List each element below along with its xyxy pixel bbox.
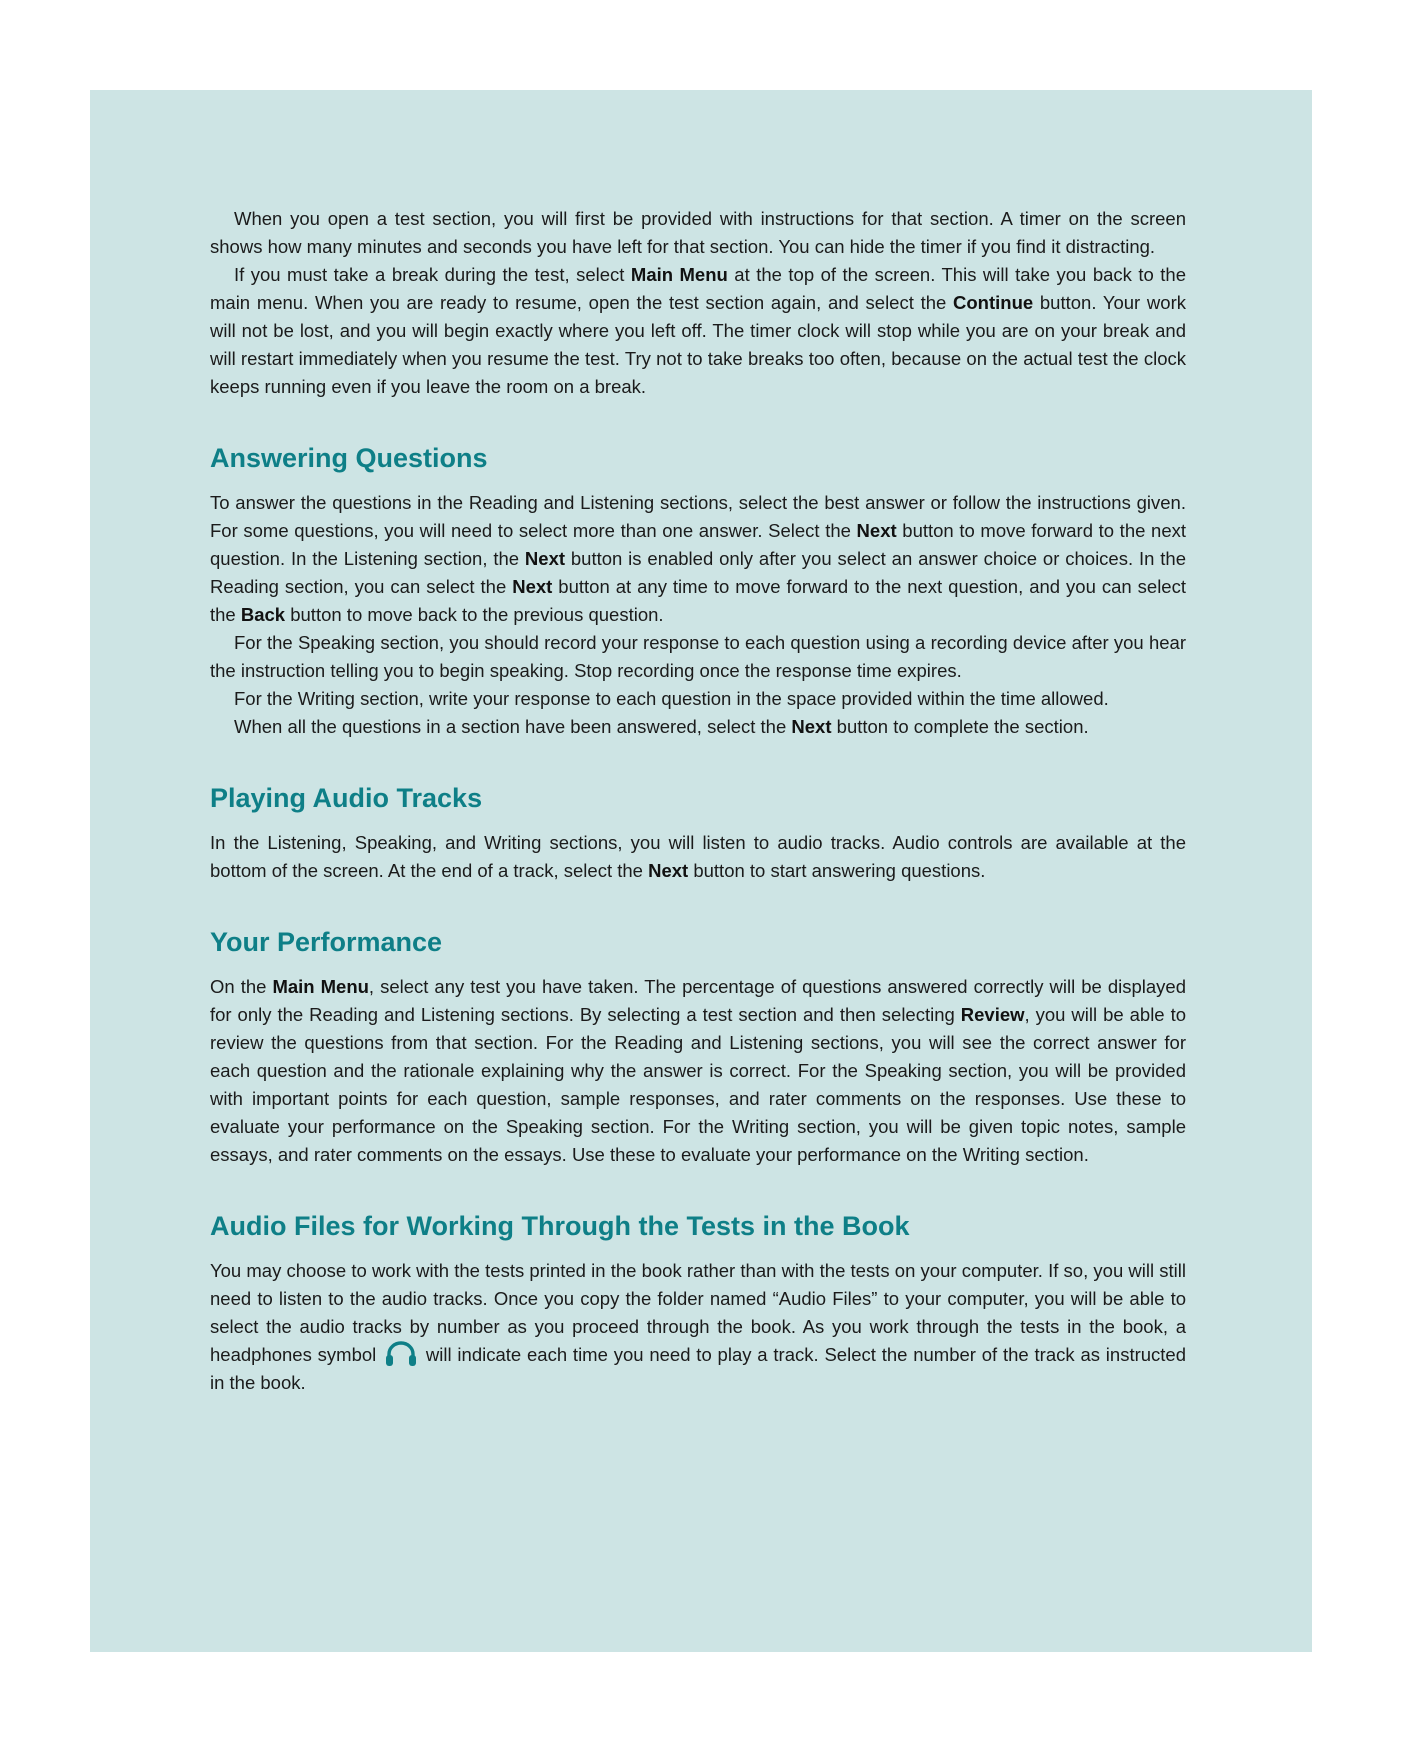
- page-content: [210, 205, 1186, 1397]
- intro-paragraph-1: When you open a test section, you will first be provided with instructions for that section. A timer on the screen shows how many minutes and seconds you have left for that section. You can hide the timer if you find it distracting.: [210, 208, 1186, 257]
- next-term: Next: [856, 520, 897, 541]
- performance-paragraph-1: On the Main Menu, select any test you have taken. The percentage of questions answered correctly will be displayed for only the Reading and Listening sections. By selecting a test section and then selecting Review, you will be able to review the questions from that section. For the Reading and Listening sections, you will see the correct answer for each question and the rationale explaining why the answer is correct. For the Speaking section, you will be provided with important points for each question, sample responses, and rater comments on the responses. Use these to evaluate your performance on the Speaking section. For the Writing section, you will be given topic notes, sample essays, and rater comments on the essays. Use these to evaluate your performance on the Writing section.: [210, 976, 1186, 1165]
- main-menu-term: Main Menu: [630, 264, 728, 285]
- headphones-icon: [384, 1341, 418, 1367]
- your-performance-heading: Your Performance: [210, 927, 443, 957]
- page-panel: [90, 90, 1312, 1652]
- answering-paragraph-4: When all the questions in a section have been answered, select the Next button to complete the section.: [234, 716, 1089, 737]
- main-menu-term: Main Menu: [272, 976, 369, 997]
- next-term: Next: [791, 716, 832, 737]
- next-term: Next: [648, 860, 689, 881]
- answering-paragraph-3: For the Writing section, write your response to each question in the space provided within the time allowed.: [234, 688, 1109, 709]
- next-term: Next: [524, 548, 566, 569]
- intro-paragraph-2: If you must take a break during the test, select Main Menu at the top of the screen. This will take you back to the main menu. When you are ready to resume, open the test section again, and select the Continue button. Your work will not be lost, and you will begin exactly where you left off. The timer clock will stop while you are on your break and will restart immediately when you resume the test. Try not to take breaks too often, because on the actual test the clock keeps running even if you leave the room on a break.: [210, 264, 1186, 397]
- answering-paragraph-1: To answer the questions in the Reading and Listening sections, select the best answer or follow the instructions given. For some questions, you will need to select more than one answer. Select the Next button to move forward to the next question. In the Listening section, the Next button is enabled only after you select an answer choice or choices. In the Reading section, you can select the Next button at any time to move forward to the next question, and you can select the Back button to move back to the previous question.: [210, 492, 1186, 625]
- answering-paragraph-2: For the Speaking section, you should record your response to each question using a recording device after you hear the instruction telling you to begin speaking. Stop recording once the response time expires.: [210, 632, 1186, 681]
- audio-paragraph-1: In the Listening, Speaking, and Writing sections, you will listen to audio tracks. Audio controls are available at the bottom of the screen. At the end of a track, select the Next button to start answering questions.: [210, 832, 1186, 881]
- review-term: Review: [960, 1004, 1025, 1025]
- continue-term: Continue: [953, 292, 1034, 313]
- playing-audio-heading: Playing Audio Tracks: [210, 783, 483, 813]
- back-term: Back: [240, 604, 286, 625]
- audio-files-paragraph-1: You may choose to work with the tests printed in the book rather than with the tests on your computer. If so, you will still need to listen to the audio tracks. Once you copy the folder named “Audio Files” to your computer, you will be able to select the audio tracks by number as you proceed through the book. As you work through the tests in the book, a headphones symbol will indicate each time you need to play a track. Select the number of the track as instructed in the book.: [210, 1260, 1187, 1393]
- answering-questions-heading: Answering Questions: [210, 443, 488, 473]
- next-term: Next: [512, 576, 553, 597]
- audio-files-heading: Audio Files for Working Through the Tests in the Book: [210, 1211, 910, 1241]
